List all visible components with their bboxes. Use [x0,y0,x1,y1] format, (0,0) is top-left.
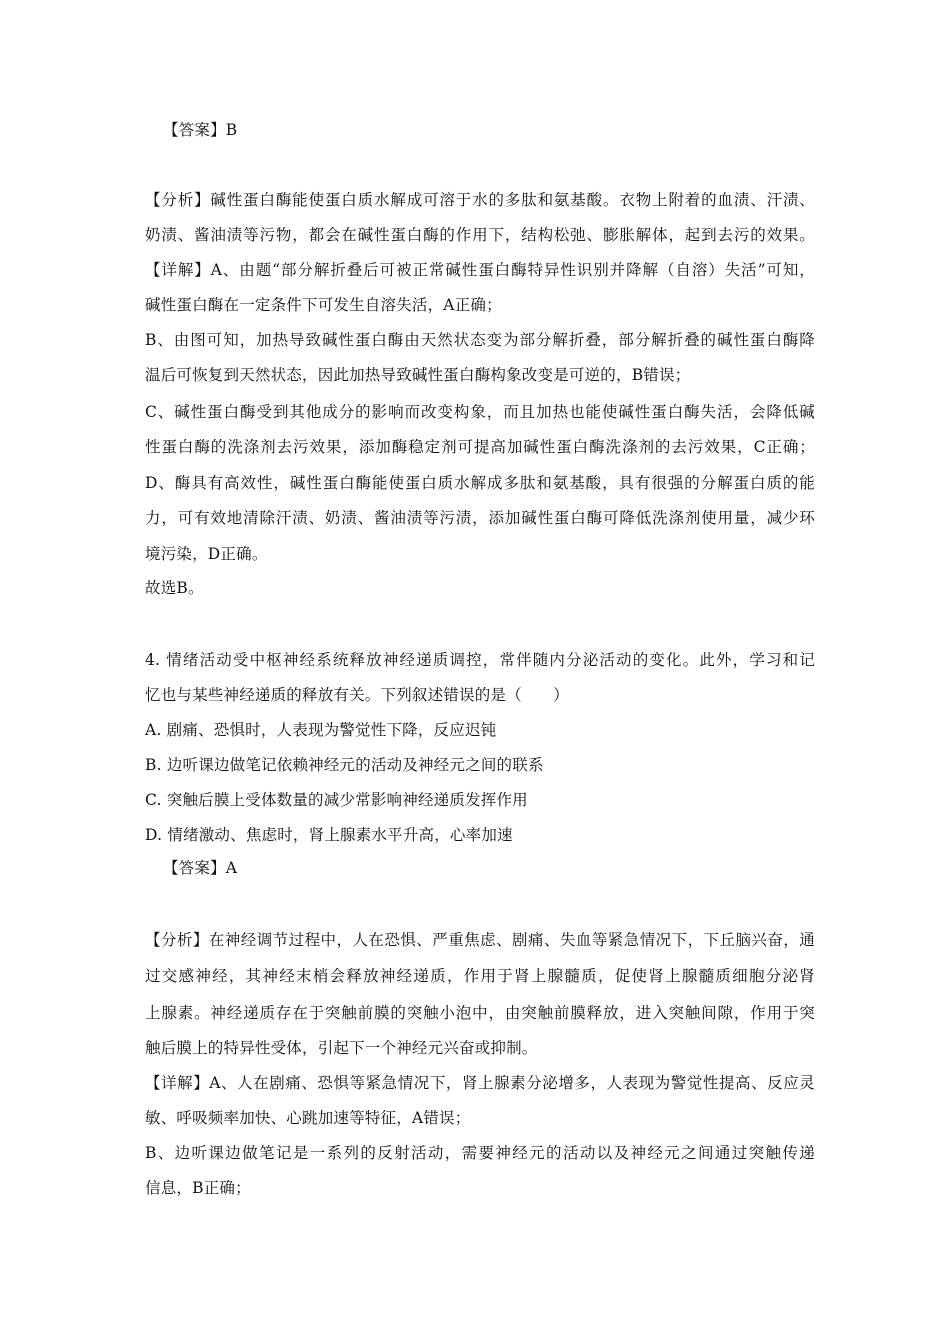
detail-prev-line-1: 【详解】A、由题“部分解折叠后可被正常碱性蛋白酶特异性识别并降解（自溶）失活”可知， [145,261,815,279]
detail-prev-line-6: 性蛋白酶的洗涤剂去污效果，添加酶稳定剂可提高加碱性蛋白酶洗涤剂的去污效果，C正确； [145,438,815,456]
detail-q4-line-4: 信息，B正确； [145,1179,251,1197]
detail-prev-line-2: 碱性蛋白酶在一定条件下可发生自溶失活，A正确； [145,296,502,314]
question-4-option-a: A. 剧痛、恐惧时，人表现为警觉性下降，反应迟钝 [145,721,497,739]
detail-prev-conclusion: 故选B。 [145,579,204,597]
detail-q4-line-3: B、边听课边做笔记是一系列的反射活动，需要神经元的活动以及神经元之间通过突触传递 [145,1144,815,1162]
question-4-option-c: C. 突触后膜上受体数量的减少常影响神经递质发挥作用 [145,791,528,809]
analysis-prev-line-2: 奶渍、酱油渍等污物，都会在碱性蛋白酶的作用下，结构松弛、膨胀解体，起到去污的效果。 [145,226,815,244]
detail-prev-line-5: C、碱性蛋白酶受到其他成分的影响而改变构象，而且加热也能使碱性蛋白酶失活，会降低碱 [145,403,815,421]
question-4-option-d: D. 情绪激动、焦虑时，肾上腺素水平升高，心率加速 [145,826,513,844]
question-4-stem-line-1: 4. 情绪活动受中枢神经系统释放神经递质调控，常伴随内分泌活动的变化。此外，学习和记 [145,651,815,669]
detail-prev-line-4: 温后可恢复到天然状态，因此加热导致碱性蛋白酶构象改变是可逆的，B错误； [145,366,691,384]
analysis-q4-line-3: 上腺素。神经递质存在于突触前膜的突触小泡中，由突触前膜释放，进入突触间隙，作用于突 [145,1004,815,1022]
question-4-answer: 【答案】A [163,859,238,877]
analysis-q4-line-2: 过交感神经，其神经末梢会释放神经递质，作用于肾上腺髓质，促使肾上腺髓质细胞分泌肾 [145,967,815,985]
analysis-prev-line-1: 【分析】碱性蛋白酶能使蛋白质水解成可溶于水的多肽和氨基酸。衣物上附着的血渍、汗渍、 [145,191,815,209]
answer-label-prev: 【答案】B [163,121,238,139]
detail-prev-line-9: 境污染，D正确。 [145,545,268,563]
detail-prev-line-8: 力，可有效地清除汗渍、奶渍、酱油渍等污渍，添加碱性蛋白酶可降低洗涤剂使用量，减少环 [145,509,815,527]
detail-prev-line-7: D、酶具有高效性，碱性蛋白酶能使蛋白质水解成多肽和氨基酸，具有很强的分解蛋白质的能 [145,474,815,492]
question-4-option-b: B. 边听课边做笔记依赖神经元的活动及神经元之间的联系 [145,756,544,774]
question-4-stem-line-2: 忆也与某些神经递质的释放有关。下列叙述错误的是（ ） [145,686,569,704]
detail-q4-line-2: 敏、呼吸频率加快、心跳加速等特征，A错误； [145,1109,471,1127]
analysis-q4-line-1: 【分析】在神经调节过程中，人在恐惧、严重焦虑、剧痛、失血等紧急情况下，下丘脑兴奋，通 [145,931,815,949]
analysis-q4-line-4: 触后膜上的特异性受体，引起下一个神经元兴奋或抑制。 [145,1039,538,1057]
detail-q4-line-1: 【详解】A、人在剧痛、恐惧等紧急情况下，肾上腺素分泌增多，人表现为警觉性提高、反应灵 [145,1074,815,1092]
detail-prev-line-3: B、由图可知，加热导致碱性蛋白酶由天然状态变为部分解折叠，部分解折叠的碱性蛋白酶降 [145,331,815,349]
